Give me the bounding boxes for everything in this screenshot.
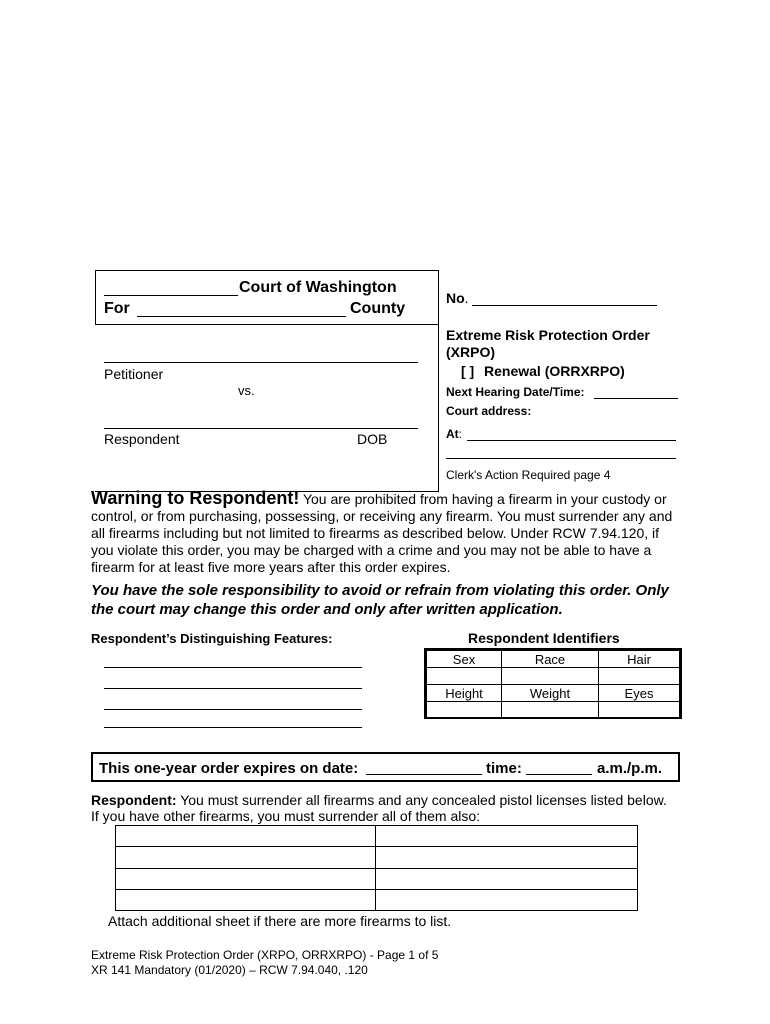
surrender-text-1: You must surrender all firearms and any concealed pistol licenses listed below.: [180, 792, 667, 808]
court-address-label: Court address:: [446, 404, 532, 418]
warning-line-4: you violate this order, you may be charged with a crime and you may not be able to have a: [91, 542, 652, 558]
identifiers-header-row-1: [427, 651, 680, 668]
identifier-height-value[interactable]: [427, 702, 502, 719]
firearm-cell[interactable]: [376, 889, 638, 910]
firearms-row: [116, 847, 638, 868]
petitioner-name-field[interactable]: [104, 346, 418, 363]
county-label: County: [350, 300, 406, 317]
case-number-label: [446, 290, 469, 306]
surrender-line-2: If you have other firearms, you must surrender all of them also:: [91, 808, 481, 824]
identifier-weight-value[interactable]: [502, 702, 599, 719]
warning-line-3: all firearms including but not limited to firearms as described below. Under RCW 7.94.120, if: [91, 525, 660, 541]
identifier-eyes-value[interactable]: [599, 702, 680, 719]
expiry-time-field[interactable]: [526, 759, 592, 775]
renewal-label: Renewal (ORRXRPO): [484, 363, 625, 379]
firearm-cell[interactable]: [116, 889, 376, 910]
expiry-ampm: a.m./p.m.: [597, 760, 663, 777]
firearm-cell[interactable]: [116, 826, 376, 847]
identifiers-heading: Respondent Identifiers: [468, 630, 620, 646]
firearms-table: [115, 825, 638, 911]
identifier-eyes-label: Eyes: [599, 685, 680, 702]
firearms-row: [116, 868, 638, 889]
at-text: At: [446, 427, 459, 441]
distinguishing-features-heading: Respondent’s Distinguishing Features:: [91, 631, 333, 646]
firearm-cell[interactable]: [116, 847, 376, 868]
warning-heading: Warning to Respondent!: [91, 488, 300, 508]
identifiers-value-row-1: [427, 668, 680, 685]
petitioner-label: Petitioner: [104, 366, 164, 382]
warning-line-1: [91, 490, 691, 508]
surrender-respondent-label: Respondent:: [91, 792, 177, 808]
identifier-sex-value[interactable]: [427, 668, 502, 685]
case-number-no: No: [446, 290, 465, 306]
features-line-1[interactable]: [104, 650, 362, 668]
responsibility-paragraph: [91, 581, 669, 619]
at-colon: :: [458, 427, 463, 441]
respondent-name-field[interactable]: [104, 412, 418, 429]
order-title-line2: (XRPO): [446, 344, 495, 360]
warning-text-1: You are prohibited from having a firearm in your custody or: [302, 491, 667, 507]
court-address-field-2[interactable]: [446, 444, 676, 459]
case-number-field[interactable]: [472, 289, 657, 306]
features-line-4[interactable]: [104, 711, 362, 728]
identifier-race-value[interactable]: [502, 668, 599, 685]
firearm-cell[interactable]: [376, 868, 638, 889]
expiry-time-label: time:: [486, 760, 522, 777]
identifier-height-label: Height: [427, 685, 502, 702]
next-hearing-label: Next Hearing Date/Time:: [446, 385, 585, 399]
county-name-field[interactable]: [137, 300, 346, 317]
footer-line-2: XR 141 Mandatory (01/2020) – RCW 7.94.040, .120: [91, 963, 368, 977]
court-label: Court of Washington: [239, 279, 397, 296]
clerks-action-note: Clerk's Action Required page 4: [446, 468, 611, 482]
identifier-hair-label: Hair: [599, 651, 680, 668]
caption-divider-vertical: [438, 325, 439, 492]
firearm-cell[interactable]: [376, 826, 638, 847]
firearms-row: [116, 826, 638, 847]
features-line-3[interactable]: [104, 692, 362, 710]
firearm-cell[interactable]: [116, 868, 376, 889]
features-line-2[interactable]: [104, 671, 362, 689]
firearm-cell[interactable]: [376, 847, 638, 868]
identifiers-header-row-2: [427, 685, 680, 702]
warning-line-5: firearm for at least five more years after this order expires.: [91, 559, 451, 575]
next-hearing-field[interactable]: [594, 384, 678, 399]
attach-sheet-note: Attach additional sheet if there are more firearms to list.: [108, 913, 452, 929]
at-label: [446, 427, 462, 441]
warning-line-2: control, or from purchasing, possessing, or receiving any firearm. You must surrender any and: [91, 508, 673, 524]
case-number-period: .: [464, 290, 469, 306]
surrender-line-1: [91, 792, 667, 808]
for-label: For: [104, 300, 130, 317]
firearms-row: [116, 889, 638, 910]
identifier-hair-value[interactable]: [599, 668, 680, 685]
footer-line-1: Extreme Risk Protection Order (XRPO, ORRXRPO) - Page 1 of 5: [91, 948, 439, 962]
court-name-field[interactable]: [104, 278, 238, 296]
identifier-sex-label: Sex: [427, 651, 502, 668]
order-title-line1: Extreme Risk Protection Order: [446, 327, 650, 343]
responsibility-line-1: You have the sole responsibility to avoid or refrain from violating this order. Only: [91, 582, 669, 599]
dob-label: DOB: [357, 431, 388, 447]
responsibility-line-2: the court may change this order and only after written application.: [91, 601, 563, 618]
identifier-weight-label: Weight: [502, 685, 599, 702]
expiry-prefix: This one-year order expires on date:: [99, 760, 359, 777]
renewal-checkbox[interactable]: [ ]: [461, 363, 475, 379]
warning-paragraph: [91, 490, 691, 576]
identifiers-table: [424, 648, 682, 719]
identifier-race-label: Race: [502, 651, 599, 668]
identifiers-value-row-2: [427, 702, 680, 719]
court-address-field-1[interactable]: [467, 426, 676, 441]
expiry-date-field[interactable]: [366, 759, 482, 775]
respondent-label: Respondent: [104, 431, 180, 447]
vs-label: vs.: [238, 383, 255, 398]
